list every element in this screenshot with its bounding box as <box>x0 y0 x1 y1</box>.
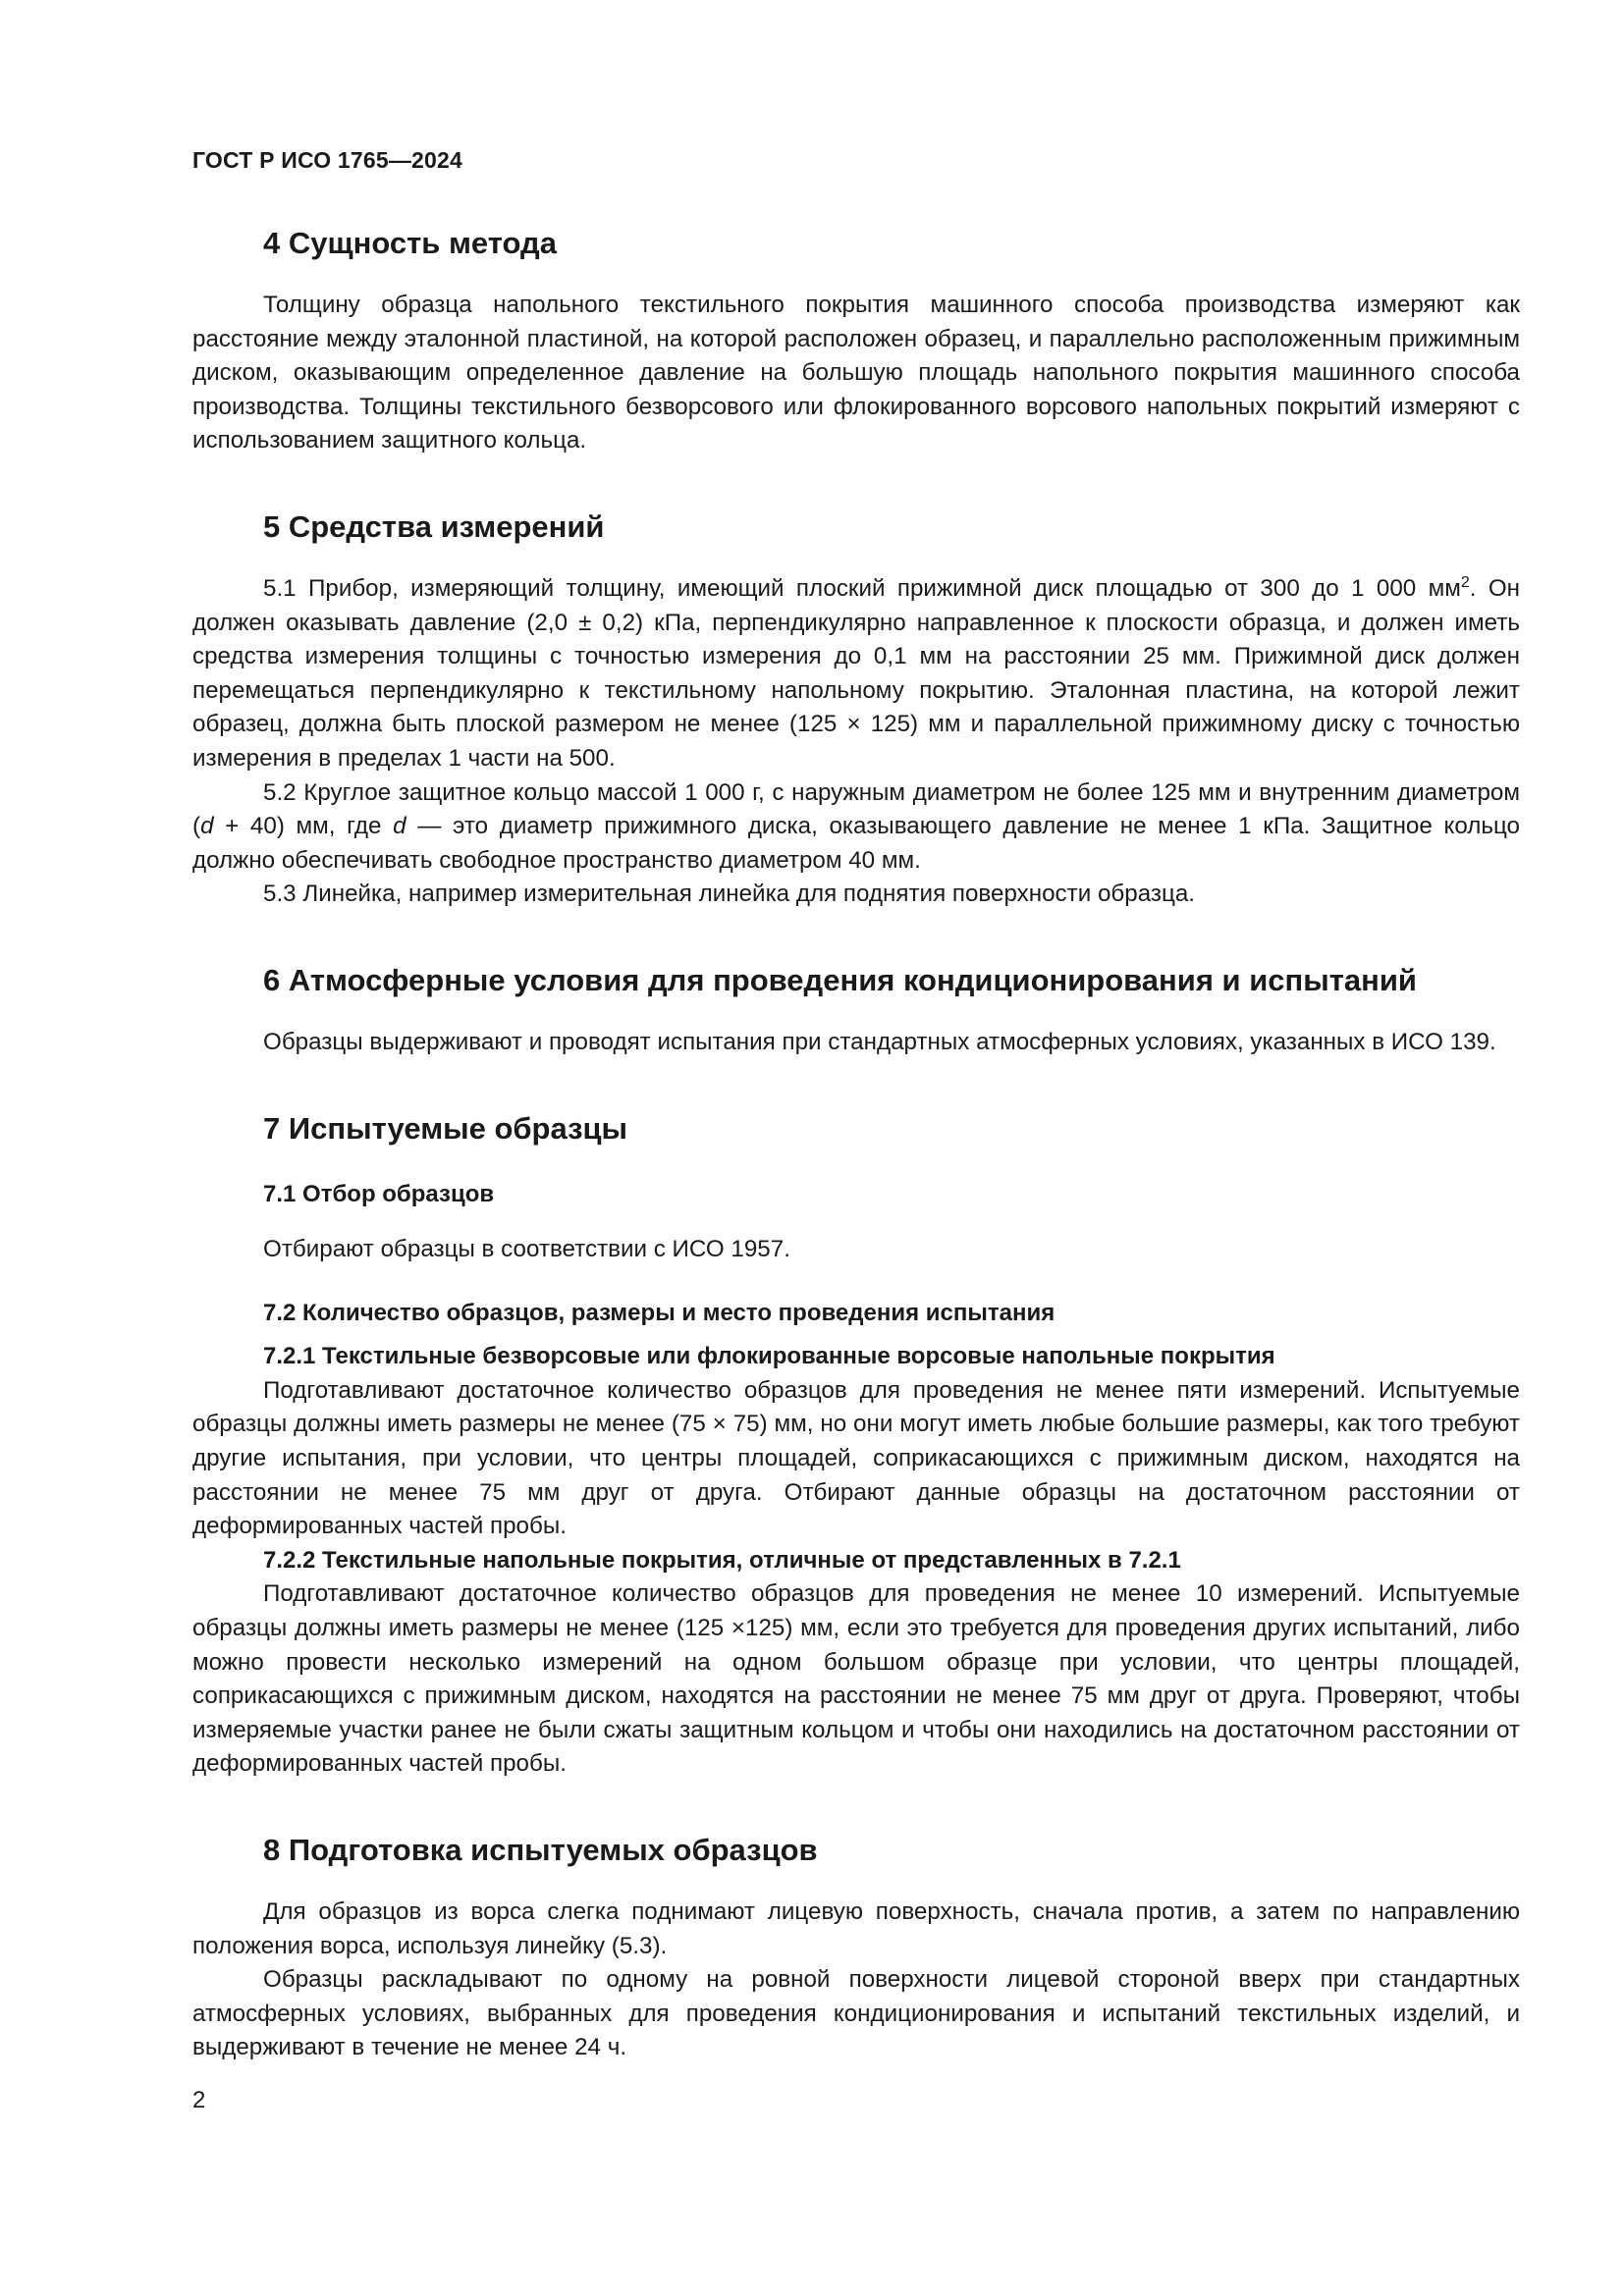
subsection-7-2-2-title: 7.2.2 Текстильные напольные покрытия, отличные от представленных в 7.2.1 <box>263 1546 1181 1574</box>
section-5-2-paragraph <box>192 776 1520 879</box>
s5-2-text-a: 5.2 Круглое защитное кольцо массой 1 000 г, с наружным диаметром не более 125 мм и внутренним диаметром ( <box>192 778 1520 840</box>
document-body <box>192 224 1520 2114</box>
s5-1-text-a: 5.1 Прибор, измеряющий толщину, имеющий плоский прижимной диск площадью от 300 до 1 000 мм <box>263 574 1461 602</box>
section-6-title: 6 Атмосферные условия для проведения кондиционирования и испытаний <box>263 962 1417 997</box>
s5-2-text-c: — это диаметр прижимного диска, оказывающего давление не менее 1 кПа. Защитное кольцо должно обеспечивать свободное пространство диаметром 40 мм. <box>192 813 1520 874</box>
section-8-paragraph-1: Для образцов из ворса слегка поднимают лицевую поверхность, сначала против, а затем по направлению положения ворса, используя линейку (5.3). <box>192 1898 1520 1959</box>
subsection-7-2-title: 7.2 Количество образцов, размеры и место проведения испытания <box>263 1299 1056 1326</box>
s5-2-var-d2: d <box>393 813 406 840</box>
subsection-7-1-paragraph: Отбирают образцы в соответствии с ИСО 1957. <box>263 1236 790 1263</box>
section-5 <box>192 507 1520 912</box>
s5-2-var-d1: d <box>200 813 214 840</box>
section-4 <box>192 224 1520 458</box>
subsection-7-1 <box>192 1178 1520 1267</box>
section-4-title: 4 Сущность метода <box>263 226 557 260</box>
section-7 <box>192 1109 1520 1783</box>
section-7-title: 7 Испытуемые образцы <box>263 1110 628 1146</box>
section-5-3-paragraph: 5.3 Линейка, например измерительная линейка для поднятия поверхности образца. <box>263 881 1196 908</box>
section-5-title: 5 Средства измерений <box>263 508 605 544</box>
section-5-1-paragraph <box>192 572 1520 776</box>
section-8-title: 8 Подготовка испытуемых образцов <box>263 1833 818 1867</box>
s5-1-text-b: . Он должен оказывать давление (2,0 ± 0,2) кПа, перпендикулярно направленное к плоскости образца, и должен иметь средства измерения толщины с точностью измерения до 0,1 мм на расстоянии 25 мм. Прижимной диск должен перемещаться перпендикулярно к текстильному напольному покрытию. Эталонная пластина, на которой лежит образец, должна быть плоской размером не менее (125 × 125) мм и параллельной прижимному диску с точностью измерения в пределах 1 части на 500. <box>192 574 1520 772</box>
s5-1-superscript: 2 <box>1460 573 1470 591</box>
section-6 <box>192 961 1520 1060</box>
subsection-7-2-1-paragraph: Подготавливают достаточное количество образцов для проведения не менее пяти измерений. Испытуемые образцы должны иметь размеры не менее (75 × 75) мм, но они могут иметь любые большие размеры, как того требуют другие испытания, при условии, что центры площадей, соприкасающихся с прижимным диском, находятся на расстоянии не менее 75 мм друг от друга. Отбирают данные образцы на достаточном расстоянии от деформированных частей пробы. <box>192 1376 1520 1540</box>
subsection-7-2-2-paragraph: Подготавливают достаточное количество образцов для проведения не менее 10 измерений. Испытуемые образцы должны иметь размеры не менее (125 ×125) мм, если это требуется для проведения других испытаний, либо можно провести несколько измерений на одном большом образце при условии, что центры площадей, соприкасающихся с прижимным диском, находятся на расстоянии не менее 75 мм друг от друга. Проверяют, чтобы измеряемые участки ранее не были сжаты защитным кольцом и чтобы они находились на достаточном расстоянии от деформированных частей пробы. <box>192 1580 1520 1778</box>
subsection-7-2-1-title: 7.2.1 Текстильные безворсовые или флокированные ворсовые напольные покрытия <box>263 1343 1275 1370</box>
section-8 <box>192 1831 1520 2065</box>
s5-2-text-b: + 40) мм, где <box>213 813 394 840</box>
document-code: ГОСТ Р ИСО 1765—2024 <box>192 147 463 173</box>
section-8-paragraph-2: Образцы раскладывают по одному на ровной поверхности лицевой стороной вверх при стандартных атмосферных условиях, выбранных для проведения кондиционирования и испытаний текстильных изделий, и выдерживают в течение не менее 24 ч. <box>192 1966 1520 2061</box>
section-4-paragraph: Толщину образца напольного текстильного покрытия машинного способа производства измеряют как расстояние между эталонной пластиной, на которой расположен образец, и параллельно расположенным прижимным диском, оказывающим определенное давление на большую площадь напольного покрытия машинного способа производства. Толщины текстильного безворсового или флокированного ворсового напольных покрытий измеряют с использованием защитного кольца. <box>192 292 1520 454</box>
subsection-7-1-title: 7.1 Отбор образцов <box>263 1180 495 1207</box>
page-number: 2 <box>192 2087 206 2113</box>
section-6-paragraph: Образцы выдерживают и проводят испытания при стандартных атмосферных условиях, указанных в ИСО 139. <box>263 1028 1496 1055</box>
